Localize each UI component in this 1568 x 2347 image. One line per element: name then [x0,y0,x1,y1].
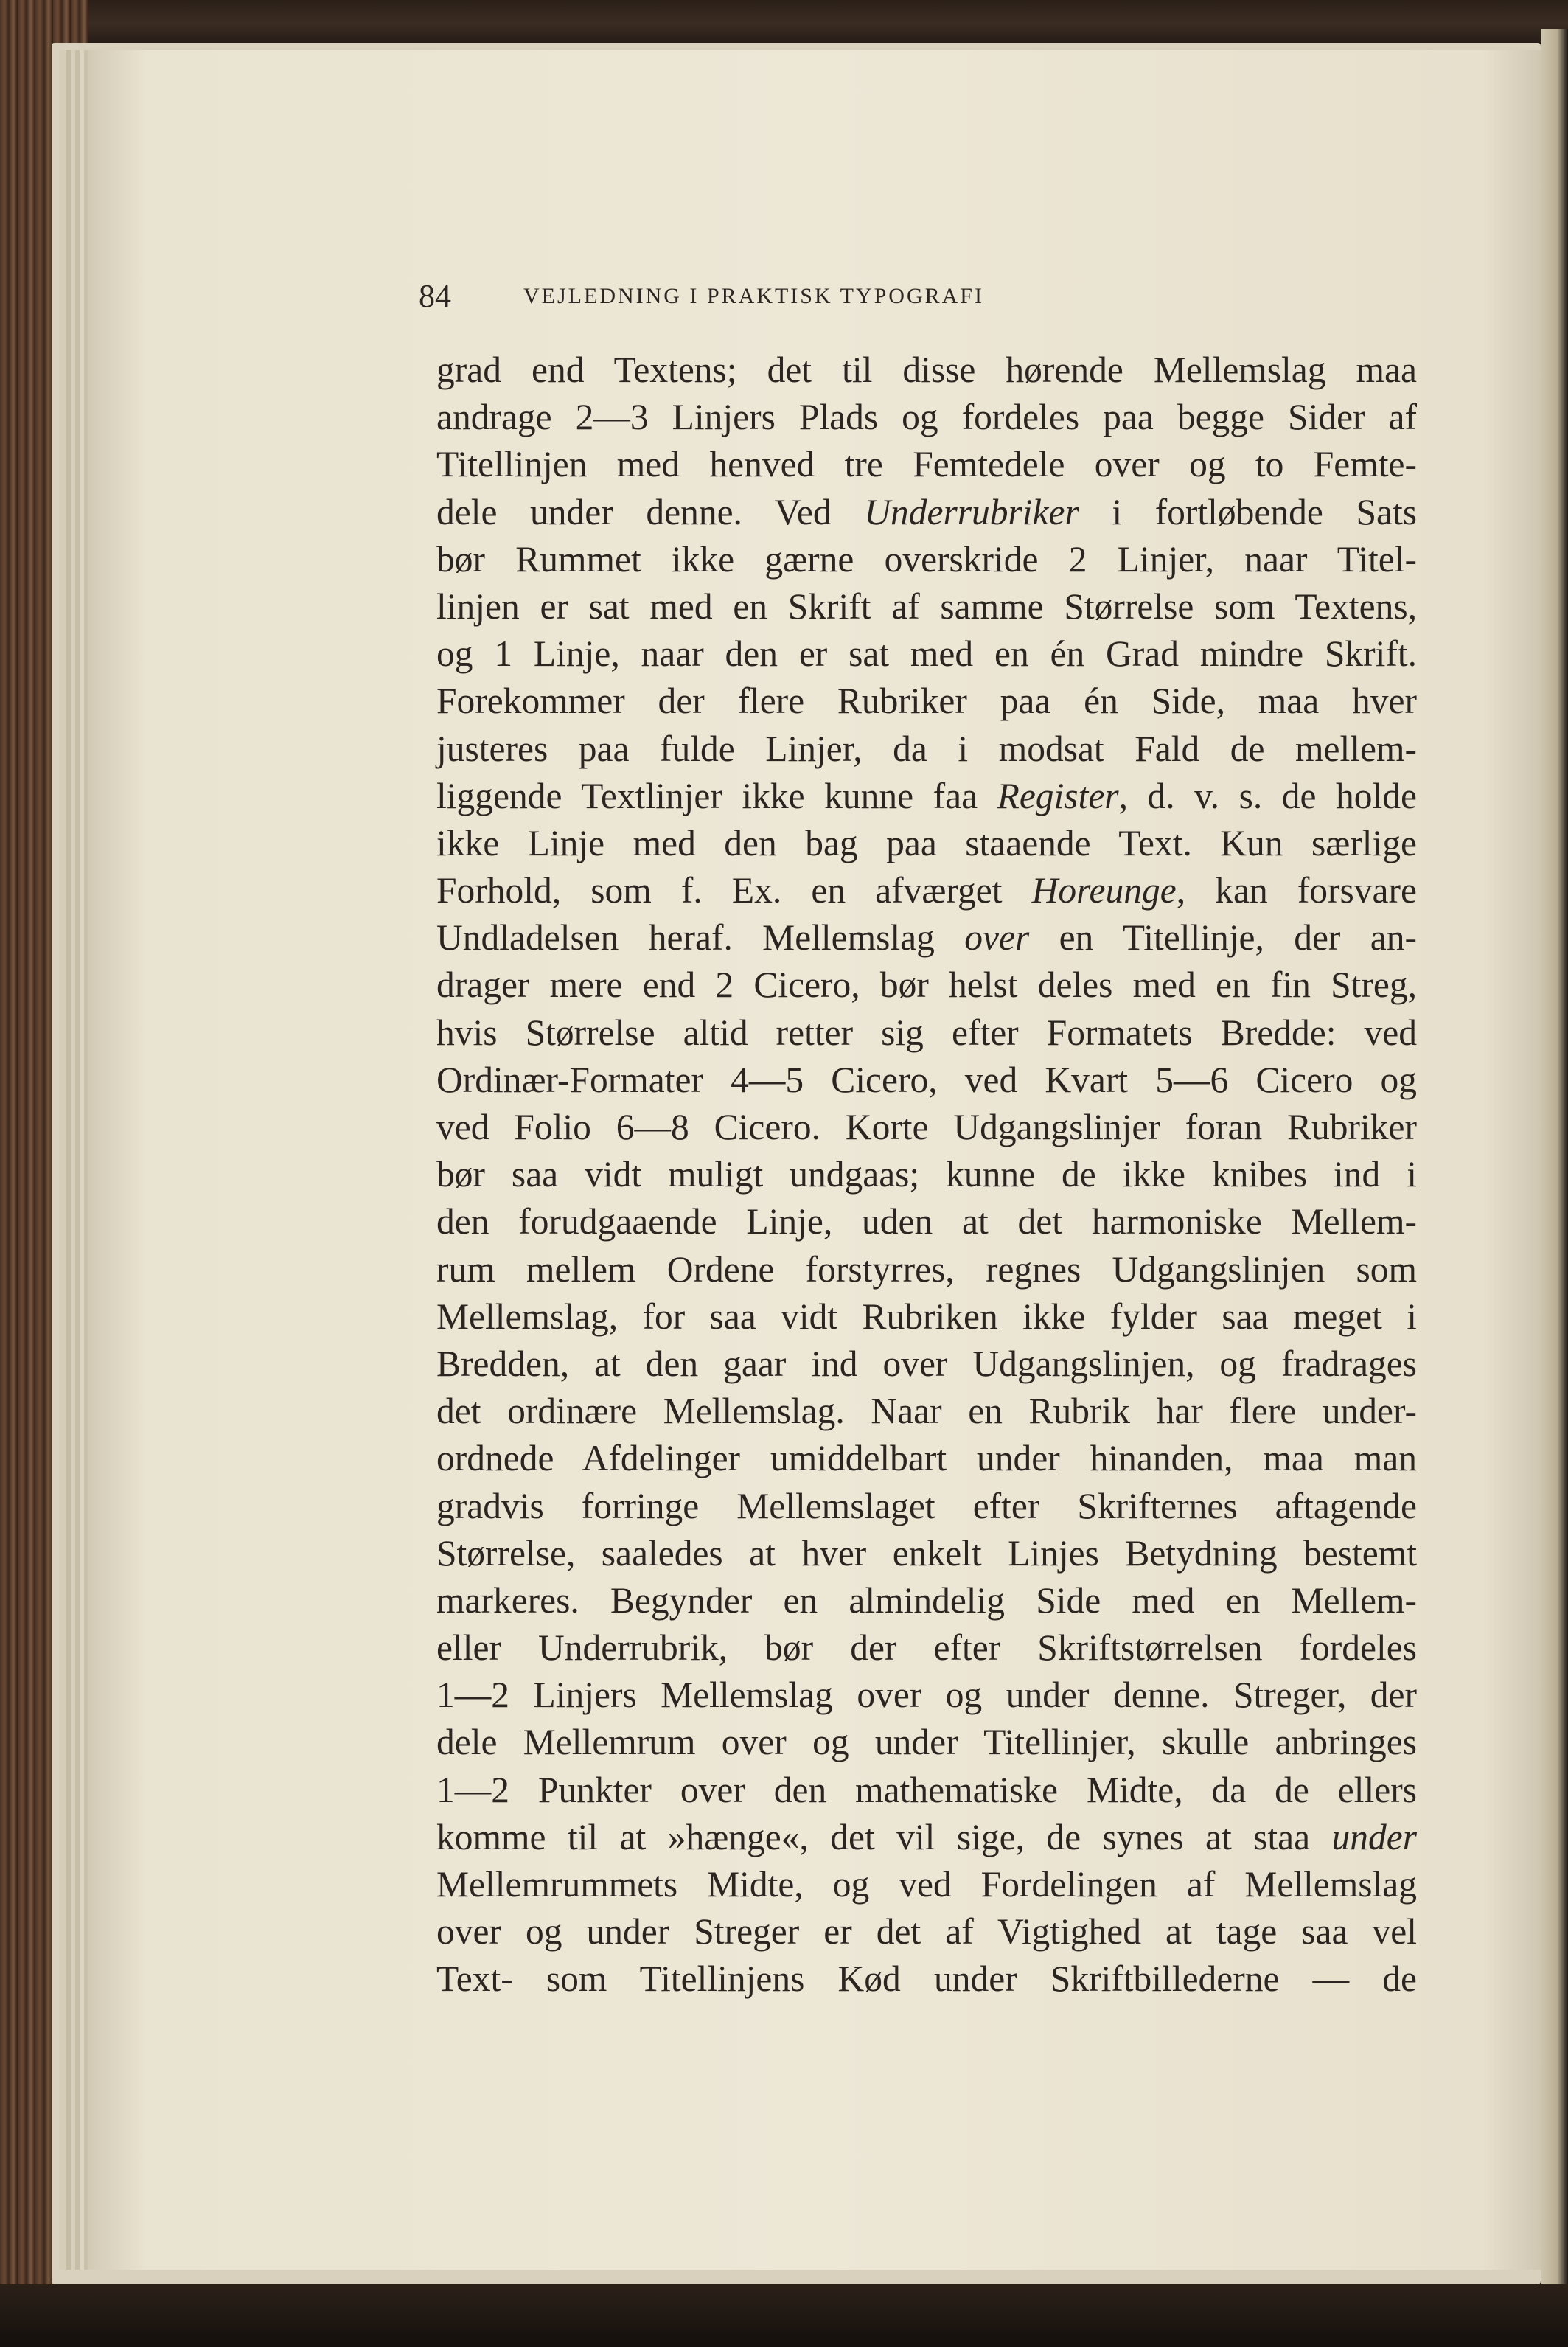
text-run: komme til at »hænge«, det vil sige, de synes at staa [436,1816,1332,1857]
text-line [436,1009,1417,1057]
text-run: 1—2 Punkter over den mathematiske Midte, da de ellers [436,1769,1417,1810]
text-run: bør saa vidt muligt undgaas; kunne de ikke knibes ind i [436,1154,1417,1195]
text-run: ikke Linje med den bag paa staaende Text. Kun særlige [436,822,1417,863]
text-line [436,1435,1417,1482]
text-run: Forhold, som f. Ex. en afværget [436,870,1032,911]
text-run: hvis Størrelse altid retter sig efter Formatets Bredde: ved [436,1012,1417,1053]
italic-term: over [964,917,1030,959]
text-run: en Titellinje, der an- [1029,917,1417,959]
text-line [436,773,1417,820]
text-line [436,1293,1417,1341]
text-line [436,1672,1417,1719]
text-line [436,536,1417,583]
text-line [436,394,1417,441]
text-run: gradvis forringe Mellemslaget efter Skrifternes aftagende [436,1485,1417,1526]
italic-term: Horeunge [1031,870,1177,911]
text-run: markeres. Begynder en almindelig Side med en Mellem- [436,1579,1417,1621]
text-run: ordnede Afdelinger umiddelbart under hinanden, maa man [436,1438,1417,1479]
text-line [436,1577,1417,1624]
book-right-edge [1541,29,1568,2286]
text-line [436,347,1417,394]
text-line [436,1198,1417,1245]
text-run: andrage 2—3 Linjers Plads og fordeles paa begge Sider af [436,397,1417,438]
text-line [436,1530,1417,1577]
text-run: , kan forsvare [1176,870,1417,911]
body-text [436,347,1417,2003]
text-line [436,867,1417,914]
text-run: justeres paa fulde Linjer, da i modsat Fald de mellem- [436,728,1417,769]
text-run: ved Folio 6—8 Cicero. Korte Udgangslinjer foran Rubriker [436,1107,1417,1147]
text-run: rum mellem Ordene forstyrres, regnes Udgangslinjen som [436,1248,1417,1290]
text-line [436,1341,1417,1388]
text-run: og 1 Linje, naar den er sat med en én Grad mindre Skrift. [436,633,1417,675]
text-run: grad end Textens; det til disse hørende Mellemslag maa [436,350,1417,390]
text-run: bør Rummet ikke gærne overskride 2 Linjer, naar Titel- [436,538,1417,580]
text-run: Mellemslag, for saa vidt Rubriken ikke fylder saa meget i [436,1296,1417,1337]
text-run: Størrelse, saaledes at hver enkelt Linjes Betydning bestemt [436,1532,1417,1574]
page-header [419,274,1407,326]
text-run: eller Underrubrik, bør der efter Skriftstørrelsen fordeles [436,1627,1417,1669]
text-line [436,630,1417,678]
text-line [436,1057,1417,1104]
text-run: linjen er sat med en Skrift af samme Størrelse som Textens, [436,585,1417,627]
text-run: dele Mellemrum over og under Titellinjer, skulle anbringes [436,1722,1417,1763]
italic-term: Register [997,775,1119,816]
text-line [436,1388,1417,1435]
text-line [436,489,1417,536]
text-run: Titellinjen med henved tre Femtedele over og to Femte- [436,444,1417,485]
text-run: Mellemrummets Midte, og ved Fordelingen af Mellemslag [436,1864,1417,1905]
text-line [436,914,1417,962]
text-line [436,1483,1417,1530]
running-head: VEJLEDNING I PRAKTISK TYPOGRAFI [523,284,984,308]
italic-term: Underrubriker [864,491,1079,532]
text-run: i fortløbende Sats [1079,491,1417,532]
text-run: , d. v. s. de holde [1118,775,1418,816]
text-line [436,1861,1417,1908]
book-bottom-edge [0,2284,1568,2347]
text-line [436,820,1417,867]
text-run: liggende Textlinjer ikke kunne faa [436,775,997,816]
text-line [436,726,1417,773]
text-run: drager mere end 2 Cicero, bør helst deles med en fin Streg, [436,964,1417,1006]
text-line [436,678,1417,725]
italic-term: under [1331,1816,1417,1857]
text-line [436,1151,1417,1198]
text-run: Forekommer der flere Rubriker paa én Side, maa hver [436,681,1417,722]
text-run: Bredden, at den gaar ind over Udgangslinjen, og fradrages [436,1343,1417,1384]
text-run: Undladelsen heraf. Mellemslag [436,917,965,959]
text-line [436,1814,1417,1861]
text-run: Ordinær-Formater 4—5 Cicero, ved Kvart 5—6 Cicero og [436,1059,1417,1100]
text-line [436,1104,1417,1151]
text-line [436,583,1417,630]
text-line [436,1955,1417,2003]
text-line [436,1767,1417,1814]
text-line [436,962,1417,1009]
text-run: 1—2 Linjers Mellemslag over og under denne. Streger, der [436,1675,1417,1716]
text-run: det ordinære Mellemslag. Naar en Rubrik har flere under- [436,1391,1417,1432]
text-line [436,1246,1417,1293]
text-run: den forudgaaende Linje, uden at det harmoniske Mellem- [436,1201,1417,1242]
text-line [436,1624,1417,1672]
text-line [436,1908,1417,1955]
text-run: over og under Streger er det af Vigtighed at tage saa vel [436,1911,1417,1953]
text-line [436,1719,1417,1766]
text-line [436,441,1417,488]
text-run: dele under denne. Ved [436,491,865,532]
page-number: 84 [419,278,451,314]
text-run: Text- som Titellinjens Kød under Skriftbillederne — de [436,1958,1417,2000]
